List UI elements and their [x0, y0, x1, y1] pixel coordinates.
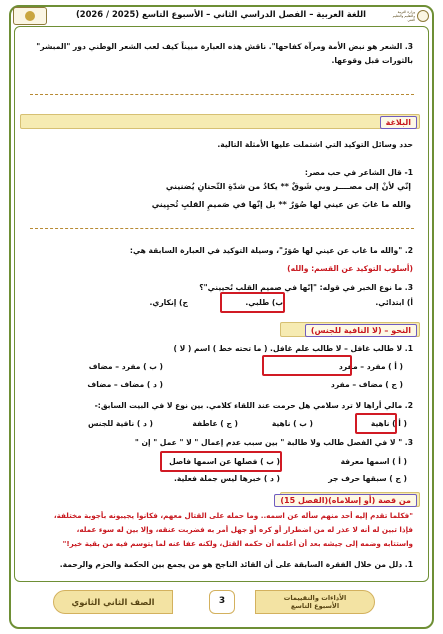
section-title-story: من قصة (أو إسلاماه)(الفصل 15)	[274, 494, 417, 507]
option-d: ( د ) نافية للجنس	[87, 419, 153, 428]
option-a: ( أ ) اسمها معرفة	[340, 457, 407, 466]
verse-line2: والله ما غابَ عن عيني لها صُوَرٌ ** بل إنّها في صَميمِ القلبِ تُحيِيني	[151, 200, 411, 209]
balagha-q2: 2. "والله ما غاب عن عيني لها صُوَرٌ"، وسيلة التوكيد في العبارة السابقة هي:	[129, 246, 413, 255]
verse-line1: إنّي لأنْ إلى مصــــر وبي شَوقٌ ** يكادُ من شدّةِ التّحنانِ يُضنيني	[165, 182, 411, 191]
divider	[30, 228, 414, 229]
answer-highlight-box	[262, 355, 352, 376]
section-title-balagha: البلاغة	[380, 116, 417, 129]
ministry-logo-icon	[13, 7, 47, 25]
section-title-nahw: النحو – (لا النافية للجنس)	[305, 324, 417, 337]
badge-line2: الأسبوع التاسع	[290, 602, 340, 610]
section-bar-balagha	[20, 114, 420, 129]
option-b: ( ب ) مفرد – مضاف	[88, 362, 163, 371]
option-a-selected: ( أ ) ناهية	[370, 419, 407, 428]
option-d: ( د ) خبرها ليس جملة فعلية.	[173, 474, 280, 483]
seal-icon	[417, 10, 429, 22]
section-bar-story	[280, 492, 420, 507]
balagha-instruction: حدد وسائل التوكيد التي اشتملت عليها الأمثلة التالية.	[217, 140, 413, 149]
page-number: 3	[209, 590, 235, 614]
story-paragraph-line3: واستتابه وضمه إلى جيشه بعد أن أعلمه أن حكمه القتل، ولكنه عفا عنه لما يتوسم فيه من بقية خير!"	[62, 539, 413, 548]
ministry-name: وزارة التربية والتعليم والتعليم الفني	[392, 10, 415, 22]
option-a: أ) ابتدائي.	[375, 298, 413, 307]
intro-question-line1: 3. الشعر هو نبض الأمة ومرآة كفاحها". ناقش هذه العبارة مبيناً كيف لعب الشعر الوطني دور "المبشر"	[36, 42, 413, 51]
story-paragraph-line1: "فكلما تقدم إليه أحد منهم سأله عن اسمه.. وما حمله على القتال معهم، فكانوا يجيبونه بأجوبة مختلفة،	[53, 511, 413, 520]
grade-label: الصف الثاني الثانوي	[71, 597, 155, 607]
ministry-seal	[389, 7, 429, 25]
balagha-q1-title: 1- قال الشاعر في حب مصر:	[304, 168, 413, 177]
header-title: اللغة العربية – الفصل الدراسي الثاني – الأسبوع التاسع (2025 / 2026)	[75, 9, 367, 19]
nahw-q3: 3. " لا في الفصل طالب ولا طالبة " بين سبب عدم إعمال " لا " عمل " إن "	[134, 438, 413, 447]
answer-highlight-box	[355, 413, 397, 434]
page-header	[12, 6, 431, 26]
option-c: ج) إنكاري.	[149, 298, 188, 307]
grade-badge	[53, 590, 173, 614]
intro-question-line2: بالثورات قبل وقوعها.	[331, 56, 413, 65]
option-c: ( ج ) سبقها حرف جر	[328, 474, 407, 483]
answer-highlight-box	[160, 451, 282, 472]
story-q1: 1. دلل من خلال الفقرة السابقة على أن القائد الناجح هو من يجمع بين الحكمة والحزم والرحمة.	[59, 560, 413, 569]
divider	[30, 94, 414, 95]
nahw-q2: 2. مالي أراها لا ترد سلامي هل حرمت عند اللقاء كلامي. بين نوع لا في البيت السابق:-	[94, 401, 413, 410]
week-badge	[255, 590, 375, 614]
option-d: ( د ) مضاف – مضاف	[87, 380, 163, 389]
nahw-q1: 1. لا طالب غافل – لا طالب علم غافل. ( ما تحته خط ) اسم ( لا )	[173, 344, 413, 353]
answer-highlight-box	[220, 292, 285, 313]
option-b-selected: ( ب ) فصلها عن اسمها فاصل	[169, 457, 280, 466]
badge-line1: الأداءات والتقييمات	[283, 594, 347, 602]
section-bar-nahw	[280, 322, 420, 337]
option-a-selected: ( أ ) مفرد – مفرد	[338, 362, 403, 371]
option-c: ( ج ) عاطفة	[192, 419, 238, 428]
balagha-q3: 3. ما نوع الخبر في قوله: "إنّها في صميم القلب تُحييني"؟	[199, 283, 413, 292]
option-b: ( ب ) ناهية	[271, 419, 313, 428]
story-paragraph-line2: فإذا تبين له أنه لا عذر له من اضطرار أو كره أو جهل أمر به فضربت عنقه، وإلا بين له سوء عمله،	[76, 525, 413, 534]
option-c: ( ج ) مضاف – مفرد	[330, 380, 403, 389]
balagha-q2-answer: (أسلوب التوكيد عن القسم: والله)	[287, 264, 413, 273]
option-b-selected: ب) طلبي.	[245, 298, 283, 307]
